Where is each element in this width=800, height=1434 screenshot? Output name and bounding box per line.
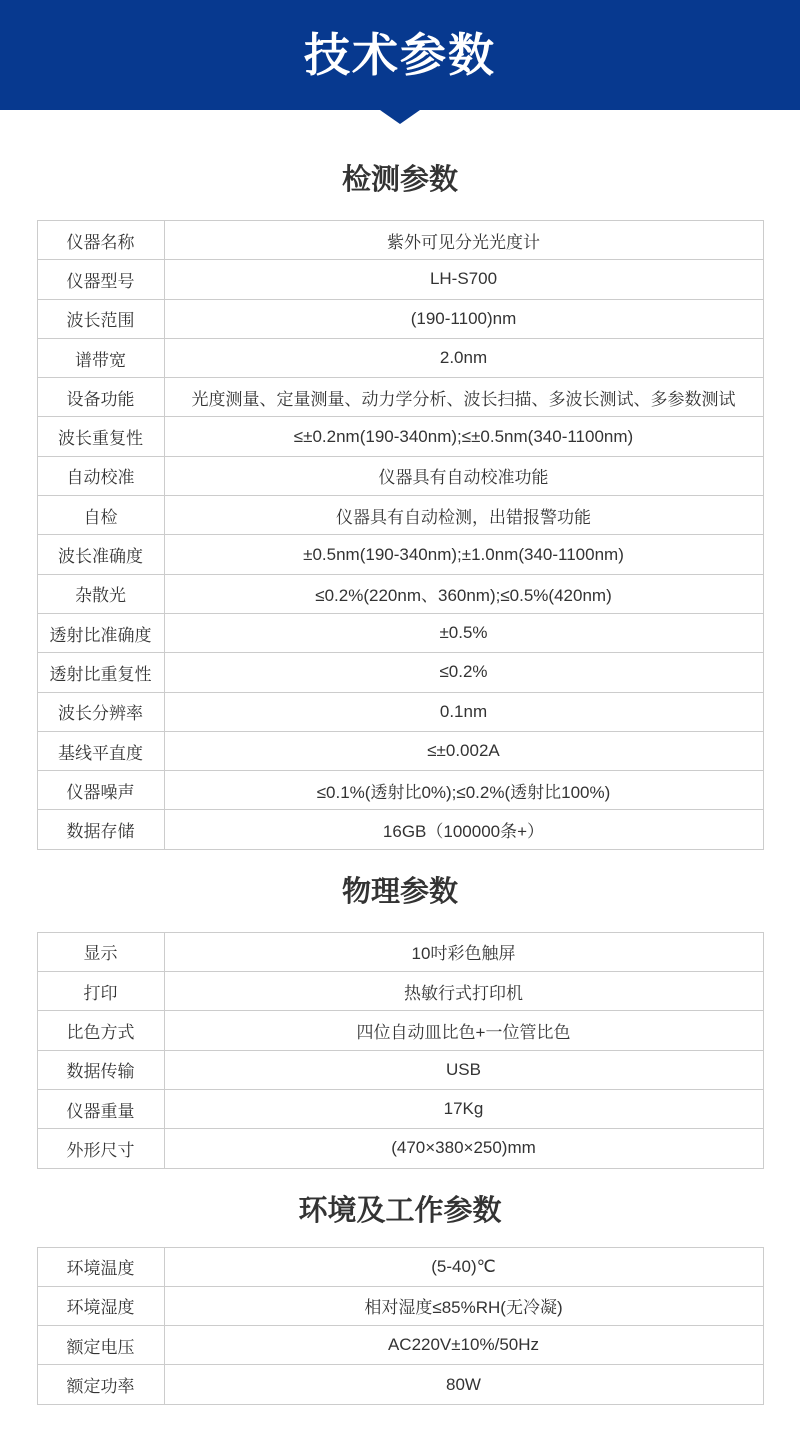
table-row [37, 771, 763, 810]
table-row [37, 574, 763, 613]
spec-value: LH-S700 [164, 260, 763, 299]
spec-value: 2.0nm [164, 338, 763, 377]
spec-value: 相对湿度≤85%RH(无冷凝) [164, 1286, 763, 1325]
spec-value: 80W [164, 1365, 763, 1404]
table-row [37, 338, 763, 377]
table-row [37, 1129, 763, 1168]
section-title-physical: 物理参数 [341, 875, 458, 908]
table-row [37, 496, 763, 535]
environment-parameters-table [37, 1247, 764, 1405]
table-row [37, 378, 763, 417]
spec-label: 仪器型号 [37, 260, 164, 299]
spec-label: 额定电压 [37, 1326, 164, 1365]
spec-label: 波长范围 [37, 299, 164, 338]
spec-label: 波长准确度 [37, 535, 164, 574]
table-row [37, 1365, 763, 1404]
banner-notch-triangle-icon [380, 110, 420, 124]
spec-label: 比色方式 [37, 1011, 164, 1050]
table-row [37, 810, 763, 849]
spec-label: 数据存储 [37, 810, 164, 849]
spec-value: ≤0.2%(220nm、360nm);≤0.5%(420nm) [164, 574, 763, 613]
table-row [37, 731, 763, 770]
spec-value: 10吋彩色触屏 [164, 932, 763, 971]
table-row [37, 221, 763, 260]
spec-label: 数据传输 [37, 1050, 164, 1089]
table-row [37, 1011, 763, 1050]
table-row [37, 653, 763, 692]
spec-label: 设备功能 [37, 378, 164, 417]
spec-label: 额定功率 [37, 1365, 164, 1404]
detection-parameters-table [37, 220, 764, 850]
spec-value: ≤±0.2nm(190-340nm);≤±0.5nm(340-1100nm) [164, 417, 763, 456]
table-row [37, 417, 763, 456]
table-row [37, 1247, 763, 1286]
spec-label: 自动校准 [37, 456, 164, 495]
spec-value: ±0.5% [164, 613, 763, 652]
table-row [37, 1050, 763, 1089]
spec-value: ≤0.1%(透射比0%);≤0.2%(透射比100%) [164, 771, 763, 810]
physical-parameters-table [37, 932, 764, 1169]
spec-label: 打印 [37, 972, 164, 1011]
spec-value: 17Kg [164, 1089, 763, 1128]
spec-value: ≤±0.002A [164, 731, 763, 770]
section-title-detection: 检测参数 [341, 164, 458, 196]
spec-label: 杂散光 [37, 574, 164, 613]
table-row [37, 692, 763, 731]
spec-value: 四位自动皿比色+一位管比色 [164, 1011, 763, 1050]
spec-value: AC220V±10%/50Hz [164, 1326, 763, 1365]
spec-label: 透射比重复性 [37, 653, 164, 692]
spec-label: 仪器名称 [37, 221, 164, 260]
spec-label: 透射比准确度 [37, 613, 164, 652]
spec-value: ±0.5nm(190-340nm);±1.0nm(340-1100nm) [164, 535, 763, 574]
page-title: 技术参数 [304, 29, 496, 81]
spec-value: 仪器具有自动检测，出错报警功能 [164, 496, 763, 535]
spec-value: 紫外可见分光光度计 [164, 221, 763, 260]
table-row [37, 1286, 763, 1325]
header-banner [0, 0, 800, 110]
spec-value: 0.1nm [164, 692, 763, 731]
spec-value: 热敏行式打印机 [164, 972, 763, 1011]
spec-value: 仪器具有自动校准功能 [164, 456, 763, 495]
spec-label: 环境湿度 [37, 1286, 164, 1325]
spec-label: 仪器噪声 [37, 771, 164, 810]
table-row [37, 1326, 763, 1365]
spec-label: 环境温度 [37, 1247, 164, 1286]
spec-label: 波长分辨率 [37, 692, 164, 731]
table-row [37, 932, 763, 971]
table-row [37, 260, 763, 299]
spec-value: (5-40)℃ [164, 1247, 763, 1286]
spec-value: 光度测量、定量测量、动力学分析、波长扫描、多波长测试、多参数测试 [164, 378, 763, 417]
table-row [37, 972, 763, 1011]
spec-label: 基线平直度 [37, 731, 164, 770]
section-title-environment: 环境及工作参数 [298, 1194, 502, 1227]
spec-value: USB [164, 1050, 763, 1089]
spec-value: (470×380×250)mm [164, 1129, 763, 1168]
spec-label: 波长重复性 [37, 417, 164, 456]
spec-value: (190-1100)nm [164, 299, 763, 338]
table-row [37, 1089, 763, 1128]
table-row [37, 613, 763, 652]
spec-label: 外形尺寸 [37, 1129, 164, 1168]
spec-label: 显示 [37, 932, 164, 971]
table-row [37, 456, 763, 495]
spec-label: 自检 [37, 496, 164, 535]
spec-label: 谱带宽 [37, 338, 164, 377]
table-row [37, 299, 763, 338]
spec-value: ≤0.2% [164, 653, 763, 692]
spec-value: 16GB（100000条+） [164, 810, 763, 849]
spec-label: 仪器重量 [37, 1089, 164, 1128]
table-row [37, 535, 763, 574]
